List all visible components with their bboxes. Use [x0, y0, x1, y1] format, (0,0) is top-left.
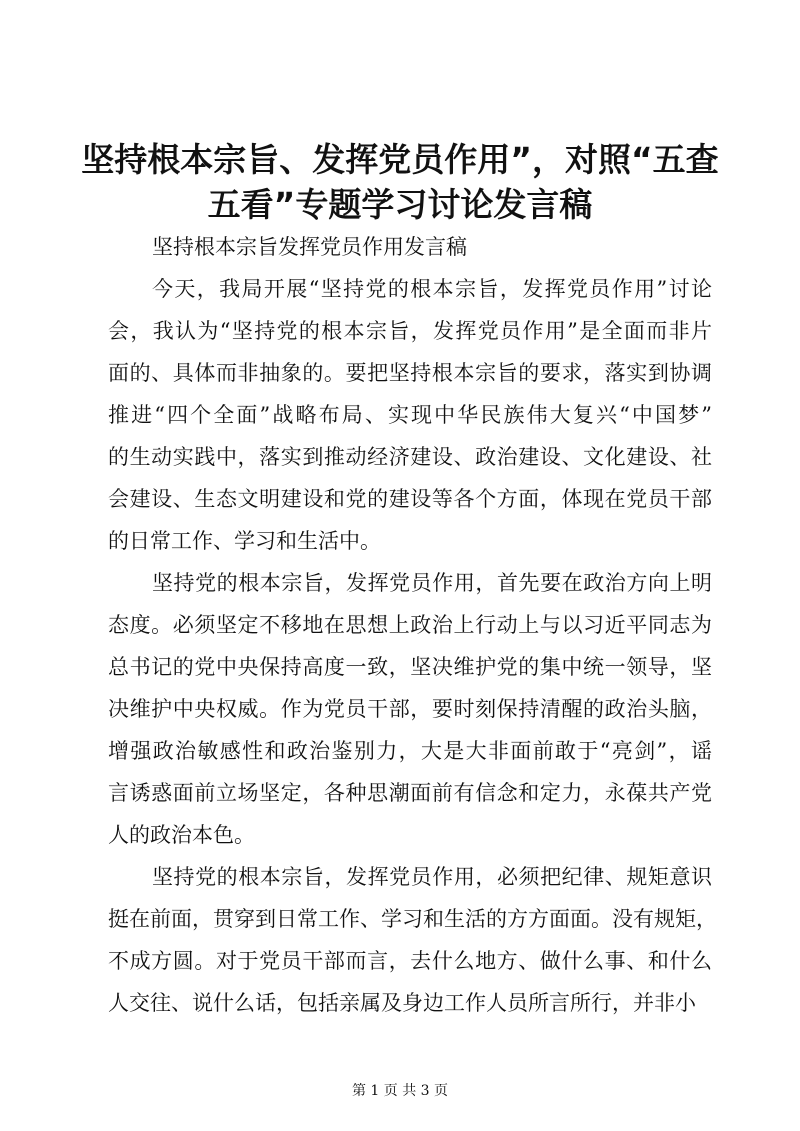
paragraph-line: 挺在前面，贯穿到日常工作、学习和生活的方方面面。没有规矩， — [108, 907, 717, 931]
document-subtitle: 坚持根本宗旨发挥党员作用发言稿 — [152, 235, 467, 259]
paragraph-line: 的日常工作、学习和生活中。 — [108, 529, 381, 553]
document-title-line-2: 五看”专题学习讨论发言稿 — [207, 185, 593, 224]
paragraph-line: 人交往、说什么话，包括亲属及身边工作人员所言所行，并非小 — [108, 991, 696, 1015]
paragraph-line: 言诱惑面前立场坚定，各种思潮面前有信念和定力，永葆共产党 — [108, 781, 712, 805]
paragraph-line: 决维护中央权威。作为党员干部，要时刻保持清醒的政治头脑， — [108, 697, 712, 721]
paragraph-line: 增强政治敏感性和政治鉴别力，大是大非面前敢于“亮剑”，谣 — [108, 739, 712, 763]
paragraph-line: 会建设、生态文明建设和党的建设等各个方面，体现在党员干部 — [108, 487, 712, 511]
paragraph-line: 坚持党的根本宗旨，发挥党员作用，必须把纪律、规矩意识 — [152, 865, 712, 889]
paragraph-line: 推进“四个全面”战略布局、实现中华民族伟大复兴“中国梦” — [108, 403, 712, 427]
paragraph-line: 态度。必须坚定不移地在思想上政治上行动上与以习近平同志为 — [108, 613, 712, 637]
document-title-line-1: 坚持根本宗旨、发挥党员作用”，对照“五查 — [81, 140, 719, 179]
paragraph-line: 坚持党的根本宗旨，发挥党员作用，首先要在政治方向上明 — [152, 571, 712, 595]
paragraph-line: 面的、具体而非抽象的。要把坚持根本宗旨的要求，落实到协调 — [108, 361, 712, 385]
paragraph-line: 的生动实践中，落实到推动经济建设、政治建设、文化建设、社 — [108, 445, 712, 469]
document-body — [108, 226, 717, 1024]
paragraph-line: 总书记的党中央保持高度一致，坚决维护党的集中统一领导，坚 — [108, 655, 712, 679]
paragraph-line: 人的政治本色。 — [108, 823, 255, 847]
paragraph-line: 会，我认为“坚持党的根本宗旨，发挥党员作用”是全面而非片 — [108, 319, 712, 343]
page-number-footer: 第 1 页 共 3 页 — [351, 1083, 449, 1099]
paragraph-line: 今天，我局开展“坚持党的根本宗旨，发挥党员作用”讨论 — [152, 277, 712, 301]
paragraph-line: 不成方圆。对于党员干部而言，去什么地方、做什么事、和什么 — [108, 949, 712, 973]
